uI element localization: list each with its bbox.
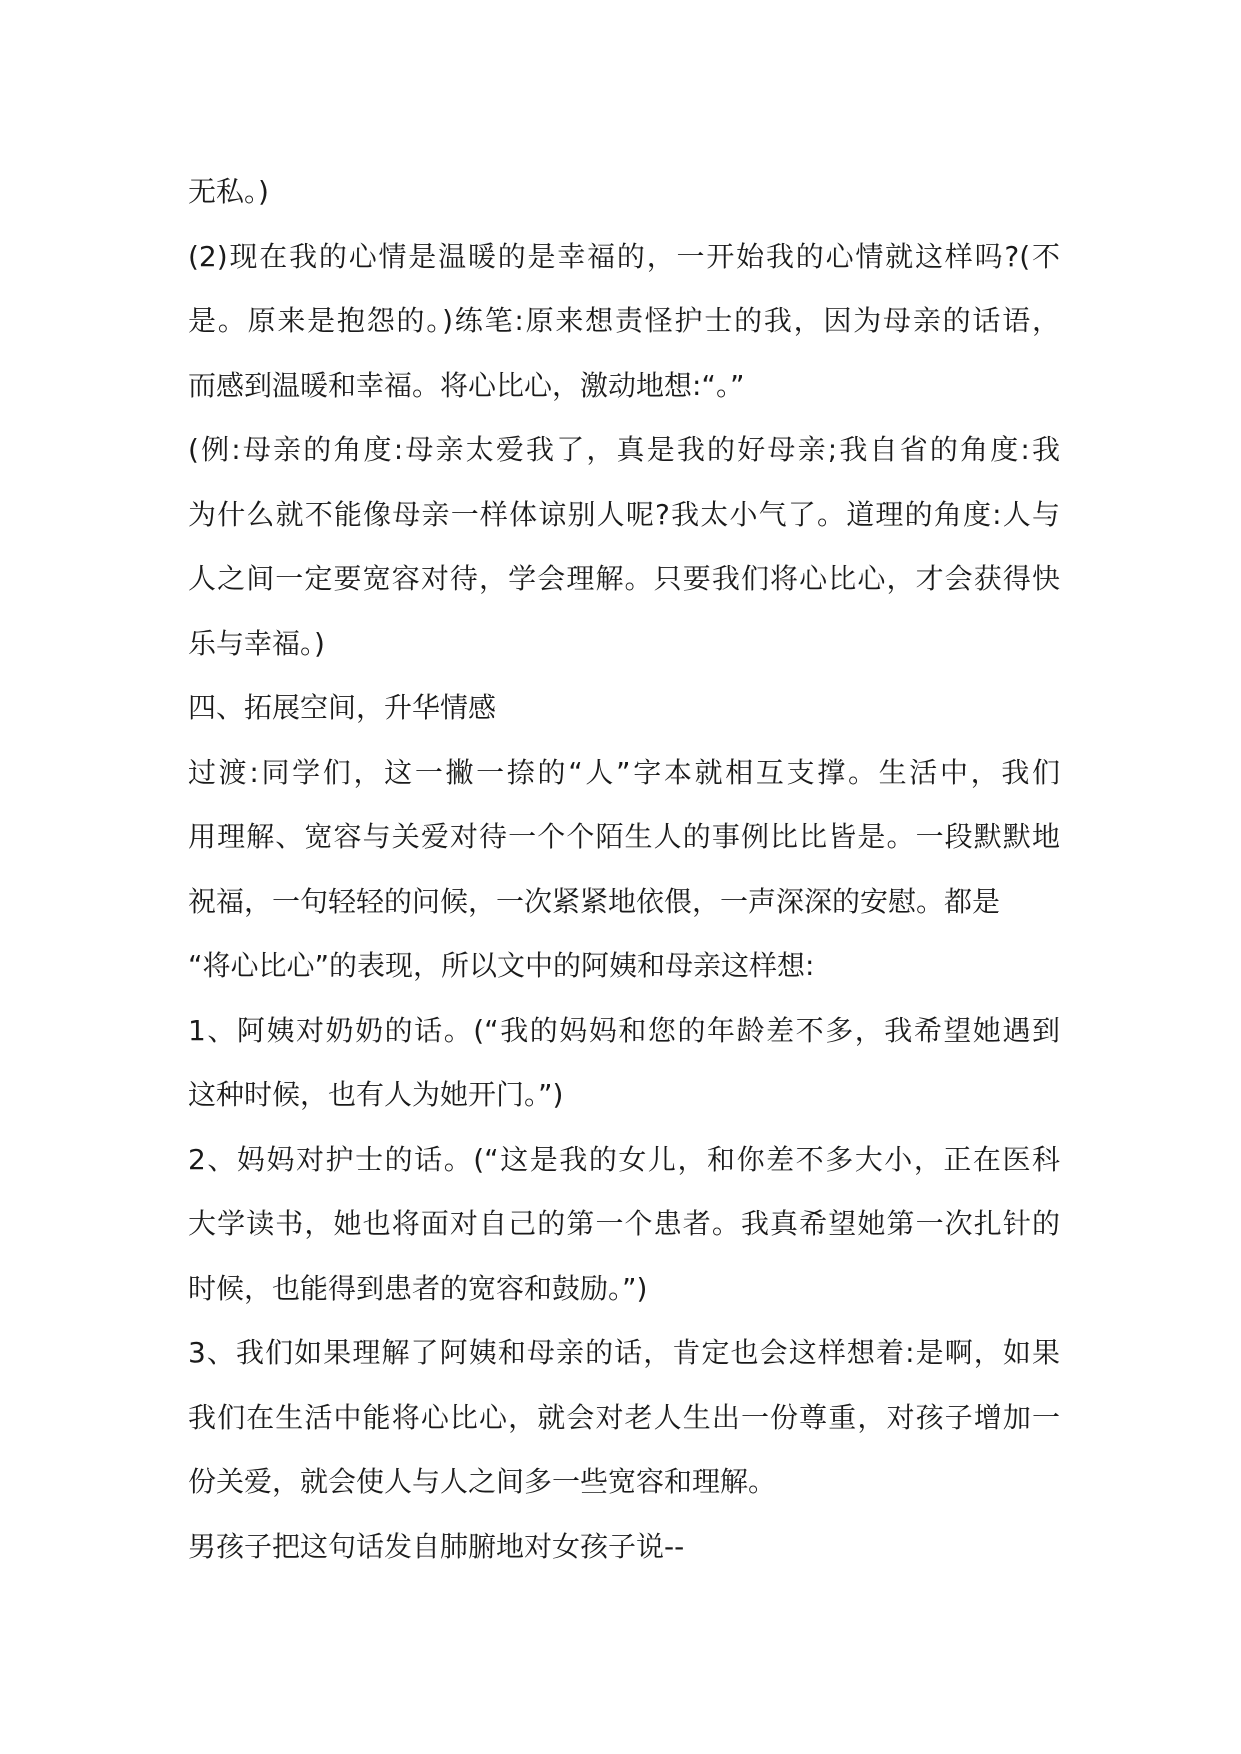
text-line: 过渡:同学们，这一撇一捺的“人”字本就相互支撑。生活中，我们 — [188, 755, 1060, 789]
text-line: (例:母亲的角度:母亲太爱我了，真是我的好母亲;我自省的角度:我 — [188, 433, 1060, 466]
text-line: 人之间一定要宽容对待，学会理解。只要我们将心比心，才会获得快 — [188, 562, 1060, 595]
text-line: (2)现在我的心情是温暖的是幸福的，一开始我的心情就这样吗?(不 — [188, 239, 1060, 273]
text-line: 乐与幸福。) — [188, 626, 325, 660]
text-line: 是。原来是抱怨的。)练笔:原来想责怪护士的我，因为母亲的话语， — [188, 304, 1060, 337]
text-line: 2、妈妈对护士的话。(“这是我的女儿，和你差不多大小，正在医科 — [188, 1142, 1060, 1176]
text-line: 这种时候，也有人为她开门。”) — [188, 1078, 564, 1111]
text-line: 1、阿姨对奶奶的话。(“我的妈妈和您的年龄差不多，我希望她遇到 — [188, 1013, 1060, 1047]
text-line: 大学读书，她也将面对自己的第一个患者。我真希望她第一次扎针的 — [188, 1207, 1060, 1240]
text-line: 份关爱，就会使人与人之间多一些宽容和理解。 — [188, 1465, 777, 1498]
section-heading: 四、拓展空间，升华情感 — [188, 691, 497, 724]
text-line: 我们在生活中能将心比心，就会对老人生出一份尊重，对孩子增加一 — [188, 1400, 1060, 1434]
text-line: 用理解、宽容与关爱对待一个个陌生人的事例比比皆是。一段默默地 — [188, 820, 1060, 853]
text-line: 祝福，一句轻轻的问候，一次紧紧地依偎，一声深深的安慰。都是 — [188, 884, 1001, 918]
document-body — [188, 160, 1060, 1579]
text-line: 为什么就不能像母亲一样体谅别人呢?我太小气了。道理的角度:人与 — [188, 497, 1060, 531]
text-line: 无私。) — [188, 175, 269, 208]
text-line: 3、我们如果理解了阿姨和母亲的话，肯定也会这样想着:是啊，如果 — [188, 1336, 1060, 1369]
text-line: “将心比心”的表现，所以文中的阿姨和母亲这样想: — [188, 949, 815, 982]
text-line: 时候，也能得到患者的宽容和鼓励。”) — [188, 1271, 648, 1305]
text-line: 男孩子把这句话发自肺腑地对女孩子说-- — [188, 1529, 685, 1563]
text-line: 而感到温暖和幸福。将心比心，激动地想:“。” — [188, 368, 745, 402]
